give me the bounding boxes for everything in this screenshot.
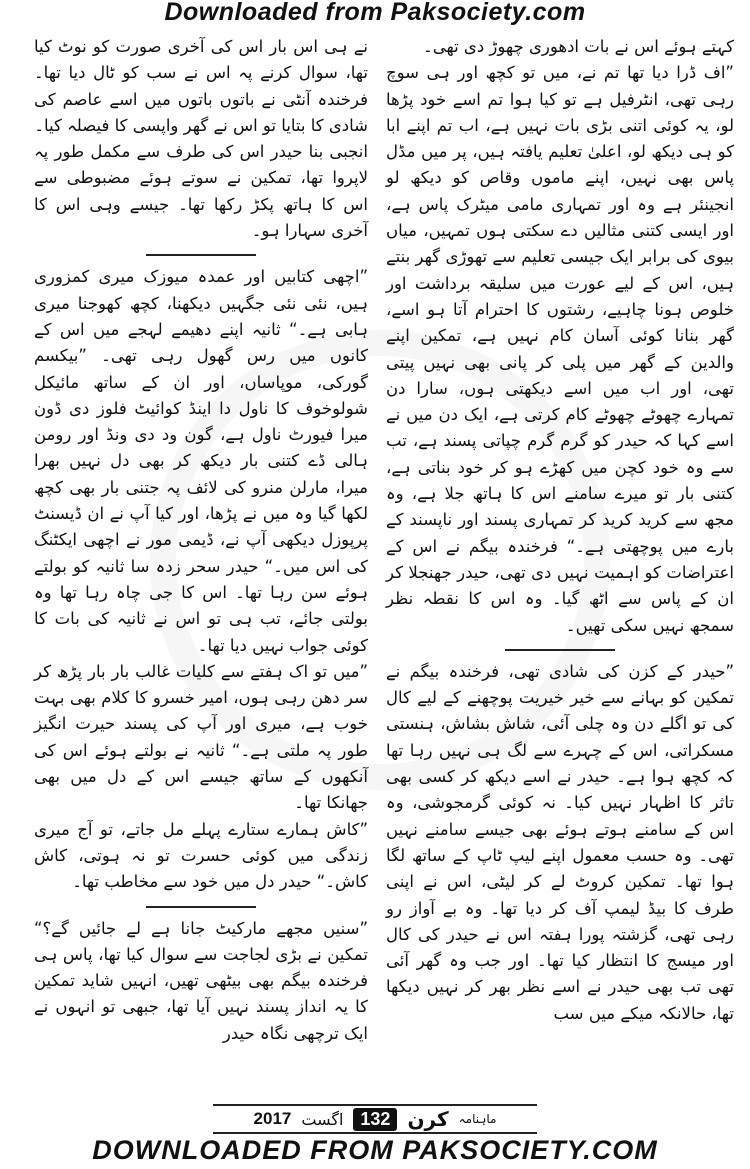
footer-month: اگست: [301, 1109, 344, 1129]
section-divider: [505, 649, 615, 651]
paragraph: ”کاش ہمارے ستارے پہلے مل جاتے، تو آج میری زندگی میں کوئی حسرت تو نہ ہوتی، کاش کاش۔“ حیدر دل میں خود سے مخاطب تھا۔: [34, 819, 368, 892]
page-number: 132: [353, 1108, 397, 1131]
paragraph: ”اچھی کتابیں اور عمدہ میوزک میری کمزوری ہیں، نئی نئی جگہیں دیکھنا، کچھ کھوجنا میری ہابی ہے۔“ ثانیہ اپنے دھیمے لہجے میں اس کے کانوں میں رس گھول رہی تھی۔ ”بیکسم گورکی، موپاساں، اور ان کے ساتھ مائیکل شولوخوف کا ناول دا اینڈ کوائیٹ فلوز دی ڈون میرا فیورٹ ناول ہے، گون ود دی ونڈ اور رومن ہالی ڈے کتنی بار دیکھ کر بھی دل نہیں بھرا میرا، مارلن منرو کی لائف پہ جتنی بار بھی کچھ لکھا گیا وہ میں نے پڑھا، اور کیا آپ نے ان ڈیسنٹ پرپوزل دیکھی آپ نے، ڈیمی مور نے اچھی ایکٹنگ کی اس میں۔“ حیدر سحر زدہ سا ثانیہ کو بولتے ہوئے سن رہا تھا۔ اس کا جی چاہ رہا تھا وہ بولتی جائے، تب ہی تو اس نے ثانیہ کی بات کا کوئی جواب نہیں دیا تھا۔: [34, 267, 368, 655]
right-column: [386, 34, 734, 1027]
download-banner-bottom: DOWNLOADED FROM PAKSOCIETY.COM: [92, 1135, 658, 1165]
left-column: [34, 34, 368, 1047]
paragraph: ”اف ڈرا دیا تھا تم نے، میں تو کچھ اور ہی سوچ رہی تھی، انٹرفیل ہے تو کیا ہوا تم اسے خود پڑھا لو، یہ کوئی اتنی بڑی بات نہیں ہے، اب تم اپنے ابا کو ہی دیکھ لو، اعلیٰ تعلیم یافتہ ہیں، پر میں مڈل پاس بھی نہیں، اپنے ماموں وقاص کو دیکھ لو انجینئر ہے وہ اور تمہاری مامی میٹرک پاس ہے، اور ایسی کتنی مثالیں دے سکتی ہوں تمہیں، میاں بیوی کی برابر ایک جیسی تعلیم سے تھوڑی گھر بنتے ہیں، اس کے لیے عورت میں سلیقہ برداشت اور خلوص ہونا چاہیے، رشتوں کا احترام آتا ہو اسے، گھر بنانا کوئی آسان کام نہیں ہے، تمکین اپنے والدین کے گھر میں پلی کر پانی بھی نہیں پیتی تھی، اور اب میں اسے دیکھتی ہوں، سارا دن تمہارے چھوٹے چھوٹے کام کرتی ہے، ایک دن میں نے اسے کہا کہ حیدر کو گرم گرم چپاتی پسند ہے، تب سے وہ خود کچن میں کھڑے ہو کر خود بناتی ہے، کتنی بار تو میرے سامنے اس کا ہاتھ جلا ہے، وہ مجھ سے کرید کرید کر تمہاری پسند اور ناپسند کے بارے میں پوچھتی ہے۔“ فرخندہ بیگم نے اس کے اعتراضات کو اہمیت نہیں دی تھی، حیدر جھنجلا کر ان کے پاس سے اٹھ گیا۔ وہ اس کا نقطہ نظر سمجھ نہیں سکی تھیں۔: [386, 63, 734, 635]
page-footer: [213, 1104, 537, 1134]
footer-magazine-name: کرن: [407, 1107, 449, 1131]
section-divider: [146, 906, 256, 908]
paragraph: ”حیدر کے کزن کی شادی تھی، فرخندہ بیگم نے تمکین کو بہانے سے خیر خیریت پوچھنے کے لیے کال کی تو اگلے دن وہ چلی آئی، شاش بشاش، ہنستی مسکراتی، اس کے چہرے سے لگ ہی نہیں رہا تھا کہ کچھ ہوا ہے۔ حیدر نے اسے دیکھ کر کسی بھی تاثر کا اظہار نہیں کیا۔ نہ کوئی گرمجوشی، وہ اس کے سامنے ہوتے ہوئے بھی جیسے سامنے نہیں تھی۔ وہ حسب معمول اپنے لیپ ٹاپ کے ساتھ لگا ہوا تھا۔ تمکین کروٹ لے کر لیٹی، اس نے اپنی طرف کا بیڈ لیمپ آف کر دیا تھا۔ وہ بے آواز رو رہی تھی، گزشتہ پورا ہفتہ اس نے حیدر کی کال اور میسج کا انتظار کیا تھا۔ اور جب وہ گھر آئی تھی تب بھی حیدر نے اسے نظر بھر کر نہیں دیکھا تھا، حالانکہ میکے میں سب: [386, 661, 734, 1023]
footer-magazine-prefix: ماہنامہ: [458, 1112, 497, 1126]
section-divider: [146, 254, 256, 256]
paragraph: کہتے ہوئے اس نے بات ادھوری چھوڑ دی تھی۔: [423, 37, 734, 56]
download-banner-top: Downloaded from Paksociety.com: [164, 0, 586, 26]
paragraph: نے ہی اس بار اس کی آخری صورت کو نوٹ کیا تھا، سوال کرنے پہ اس نے سب کو ٹال دیا تھا۔ فرخندہ آنٹی نے باتوں باتوں میں اسے عاصم کی شادی کا بتایا تو اس نے گھر واپسی کا فیصلہ کیا۔: [34, 37, 368, 135]
paragraph: ”میں تو اک ہفتے سے کلیات غالب بار بار پڑھ کر سر دھن رہی ہوں، امیر خسرو کا کلام بھی بہت خوب ہے، میری اور آپ کی پسند حیرت انگیز طور پہ ملتی ہے۔“ ثانیہ نے بولتے ہوئے اس کی آنکھوں کے ساتھ جیسے اس کے دل میں بھی جھانکا تھا۔: [34, 661, 368, 813]
paragraph: انجبی بنا حیدر اس کی طرف سے مکمل طور پہ لاپروا تھا، تمکین نے سوتے ہوئے مضبوطی سے اس کا ہاتھ پکڑ رکھا تھا۔ جیسے وہی اس کا آخری سہارا ہو۔: [34, 142, 368, 241]
footer-year: 2017: [253, 1109, 292, 1128]
paragraph: ”سنیں مجھے مارکیٹ جانا ہے لے جائیں گے؟“ تمکین نے بڑی لجاجت سے سوال کیا تھا، پاس ہی فرخندہ بیگم بھی بیٹھی تھیں، انہیں شاید تمکین کا یہ انداز پسند نہیں آیا تھا، جبھی تو انہوں نے ایک ترچھی نگاہ حیدر: [34, 918, 368, 1043]
